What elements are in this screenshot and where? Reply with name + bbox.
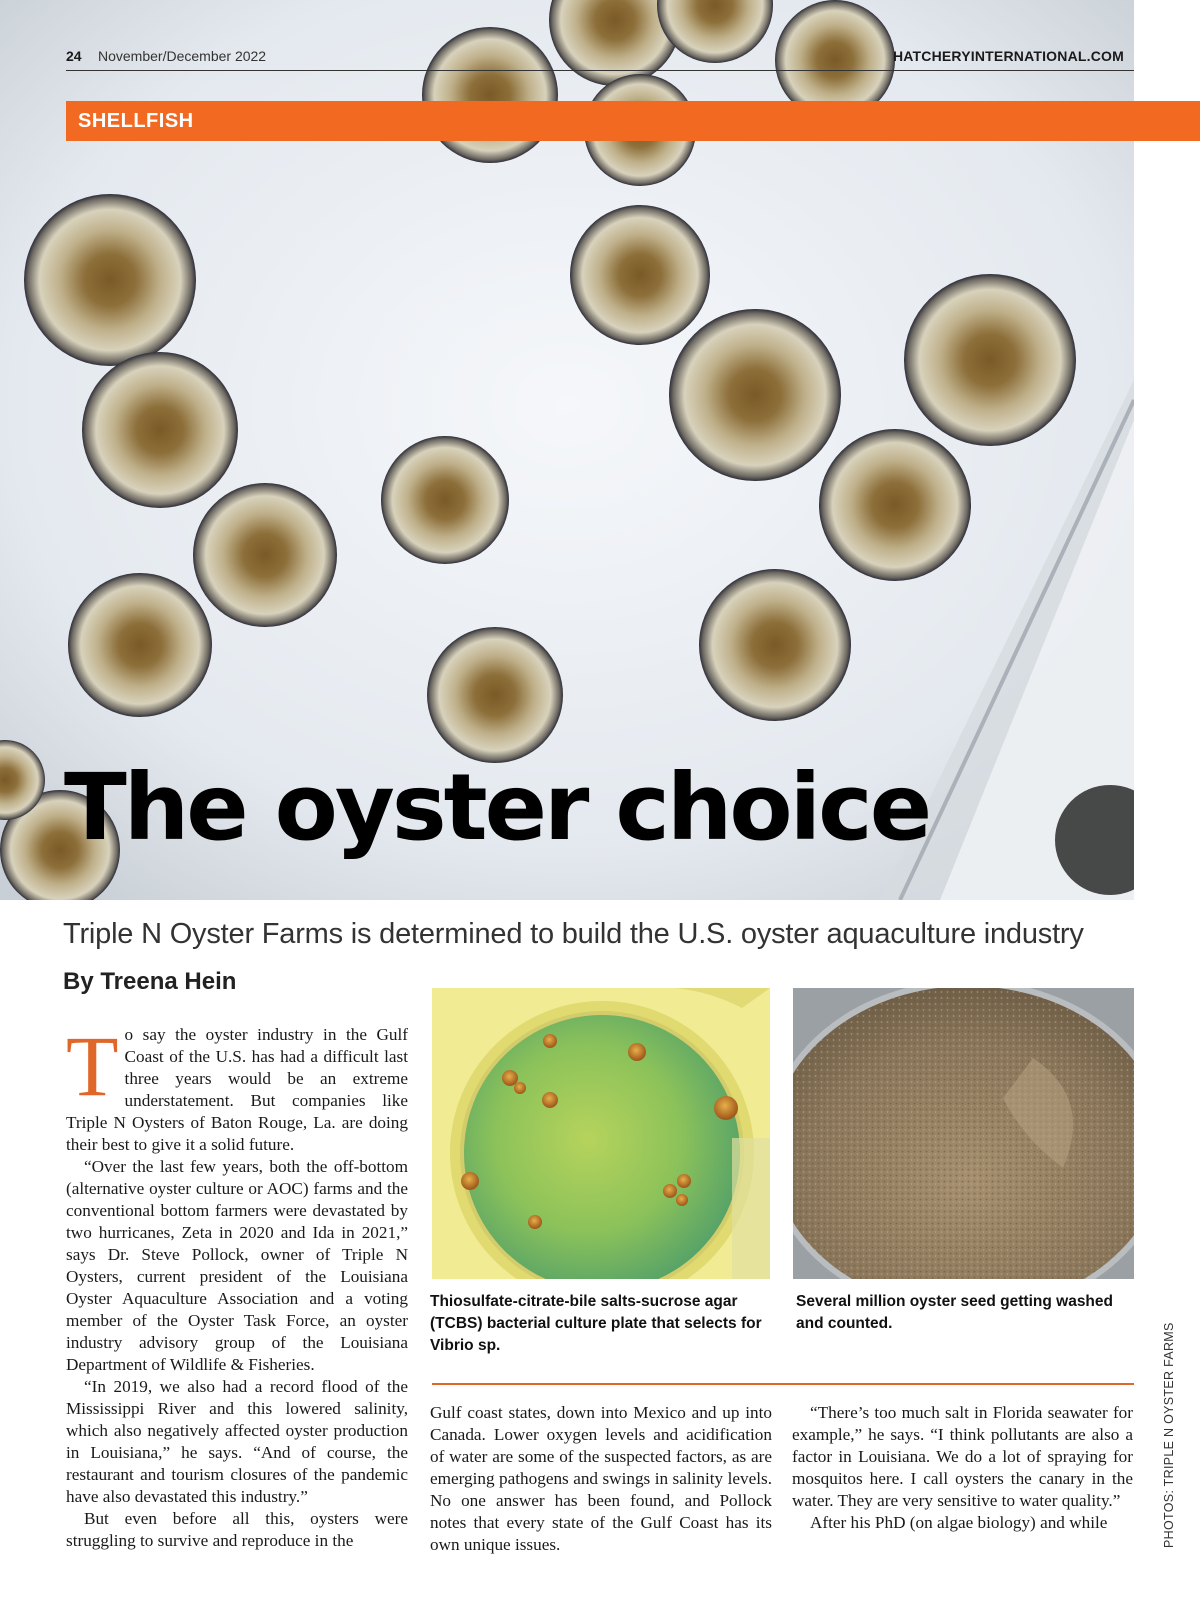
section-divider xyxy=(432,1383,1134,1385)
paragraph: “Over the last few years, both the off-bottom (alternative oyster culture or AOC) farms and the conventional bottom farmers were devastated by two hurricanes, Zeta in 2020 and Ida in 2021,” says Dr. Steve Pollock, owner of Triple N Oysters, current president of the Louisiana Oyster Aquaculture Association and a voting member of the Oyster Task Force, an oyster industry advisory group of the Louisiana Department of Wildlife & Fisheries. xyxy=(66,1157,408,1374)
article-column-3 xyxy=(792,1402,1133,1534)
photo-tcbs-culture-plate xyxy=(432,988,770,1279)
byline: By Treena Hein xyxy=(63,968,237,995)
caption-oyster-seed: Several million oyster seed getting washed and counted. xyxy=(796,1293,1113,1332)
deck-subtitle: Triple N Oyster Farms is determined to build the U.S. oyster aquaculture industry xyxy=(63,918,1084,950)
paragraph xyxy=(66,1018,408,1156)
paragraph: Gulf coast states, down into Mexico and up into Canada. Lower oxygen levels and acidification of water are some of the suspected factors, as are emerging pathogens and swings in salinity levels. No one answer has been found, and Pollock notes that every state of the Gulf Coast has its own unique issues. xyxy=(430,1403,772,1554)
site-url[interactable]: HATCHERYINTERNATIONAL.COM xyxy=(892,48,1124,64)
article-column-1 xyxy=(66,1018,408,1552)
page-header xyxy=(66,44,1134,71)
article-column-2 xyxy=(430,1402,772,1556)
photo-oyster-seed xyxy=(793,988,1134,1279)
paragraph: But even before all this, oysters were struggling to survive and reproduce in the xyxy=(66,1509,408,1550)
caption-tcbs-plate: Thiosulfate-citrate-bile salts-sucrose agar (TCBS) bacterial culture plate that selects for Vibrio sp. xyxy=(430,1293,762,1354)
page-number: 24 xyxy=(66,48,82,64)
section-label: SHELLFISH xyxy=(78,110,194,132)
drop-cap: T xyxy=(66,1018,119,1114)
section-band xyxy=(66,101,1200,141)
issue-date: November/December 2022 xyxy=(98,48,267,64)
paragraph: “In 2019, we also had a record flood of the Mississippi River and this lowered salinity, which also negatively affected oyster production in Louisiana,” he says. “And of course, the restaurant and tourism closures of the pandemic have also devastated this industry.” xyxy=(66,1377,408,1506)
paragraph: “There’s too much salt in Florida seawater for example,” he says. “I think pollutants are also a factor in Louisiana. We do a lot of spraying for mosquitos here. I call oysters the canary in the water. They are very sensitive to water quality.” xyxy=(792,1403,1133,1510)
paragraph-text: o say the oyster industry in the Gulf Coast of the U.S. has had a difficult last three years would be an extreme understatement. But companies like Triple N Oysters of Baton Rouge, La. are doing their best to give it a solid future. xyxy=(66,1025,408,1154)
photo-credit: PHOTOS: TRIPLE N OYSTER FARMS xyxy=(1162,1322,1176,1548)
paragraph: After his PhD (on algae biology) and while xyxy=(810,1513,1108,1532)
headline: The oyster choice xyxy=(64,754,930,861)
